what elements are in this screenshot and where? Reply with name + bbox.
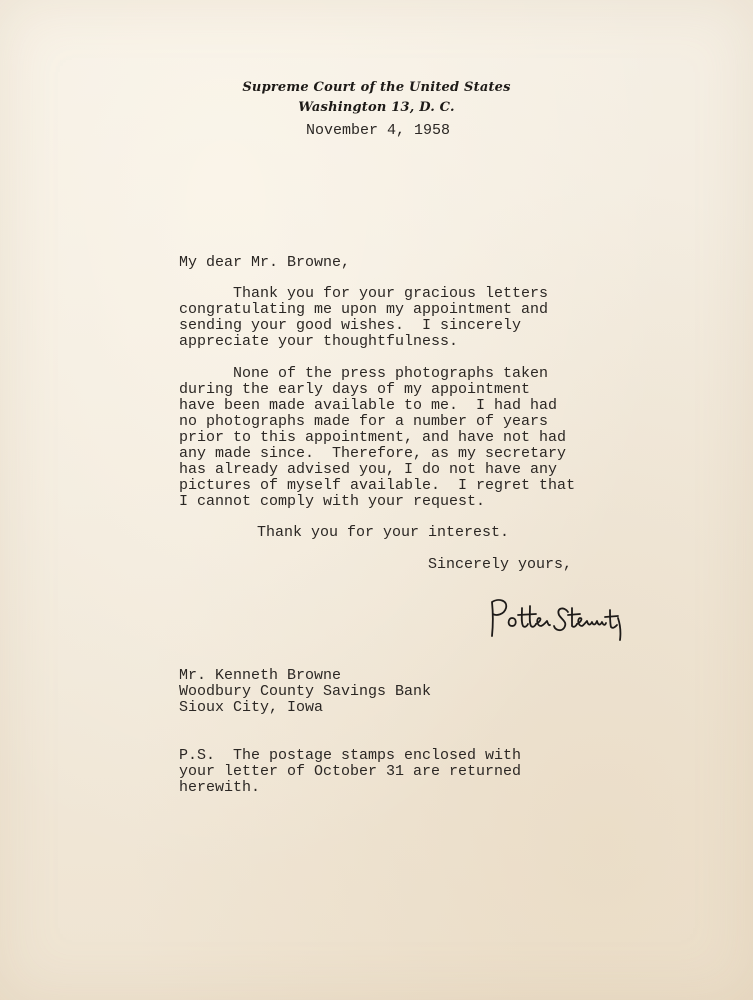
postscript-line: herewith.	[179, 779, 261, 796]
paragraph-line: Thank you for your gracious letters	[179, 285, 549, 302]
address-line: Sioux City, Iowa	[179, 699, 324, 716]
letter-date: November 4, 1958	[306, 122, 451, 139]
thanks-line: Thank you for your interest.	[257, 524, 510, 541]
closing: Sincerely yours,	[428, 556, 573, 573]
postscript-line: P.S. The postage stamps enclosed with	[179, 747, 522, 764]
address-line: Mr. Kenneth Browne	[179, 667, 342, 684]
address-line: Woodbury County Savings Bank	[179, 683, 432, 700]
body-paragraph-2	[179, 366, 575, 510]
paragraph-line: pictures of myself available. I regret that	[179, 477, 576, 494]
salutation: My dear Mr. Browne,	[179, 254, 351, 271]
postscript-line: your letter of October 31 are returned	[179, 763, 522, 780]
paragraph-line: prior to this appointment, and have not had	[179, 429, 567, 446]
postscript	[179, 748, 521, 796]
paragraph-line: any made since. Therefore, as my secretary	[179, 445, 567, 462]
body-paragraph-1	[179, 286, 548, 350]
paragraph-line: during the early days of my appointment	[179, 381, 531, 398]
letterhead-court: Supreme Court of the United States	[242, 80, 511, 95]
paragraph-line: appreciate your thoughtfulness.	[179, 333, 459, 350]
paragraph-line: no photographs made for a number of years	[179, 413, 549, 430]
paragraph-line: has already advised you, I do not have any	[179, 461, 558, 478]
paragraph-line: sending your good wishes. I sincerely	[179, 317, 522, 334]
signature	[484, 588, 634, 648]
paragraph-line: None of the press photographs taken	[179, 365, 549, 382]
letterhead-city: Washington 13, D. C.	[298, 100, 455, 115]
paragraph-line: I cannot comply with your request.	[179, 493, 486, 510]
paragraph-line: have been made available to me. I had had	[179, 397, 558, 414]
recipient-address	[179, 668, 431, 716]
paragraph-line: congratulating me upon my appointment and	[179, 301, 549, 318]
